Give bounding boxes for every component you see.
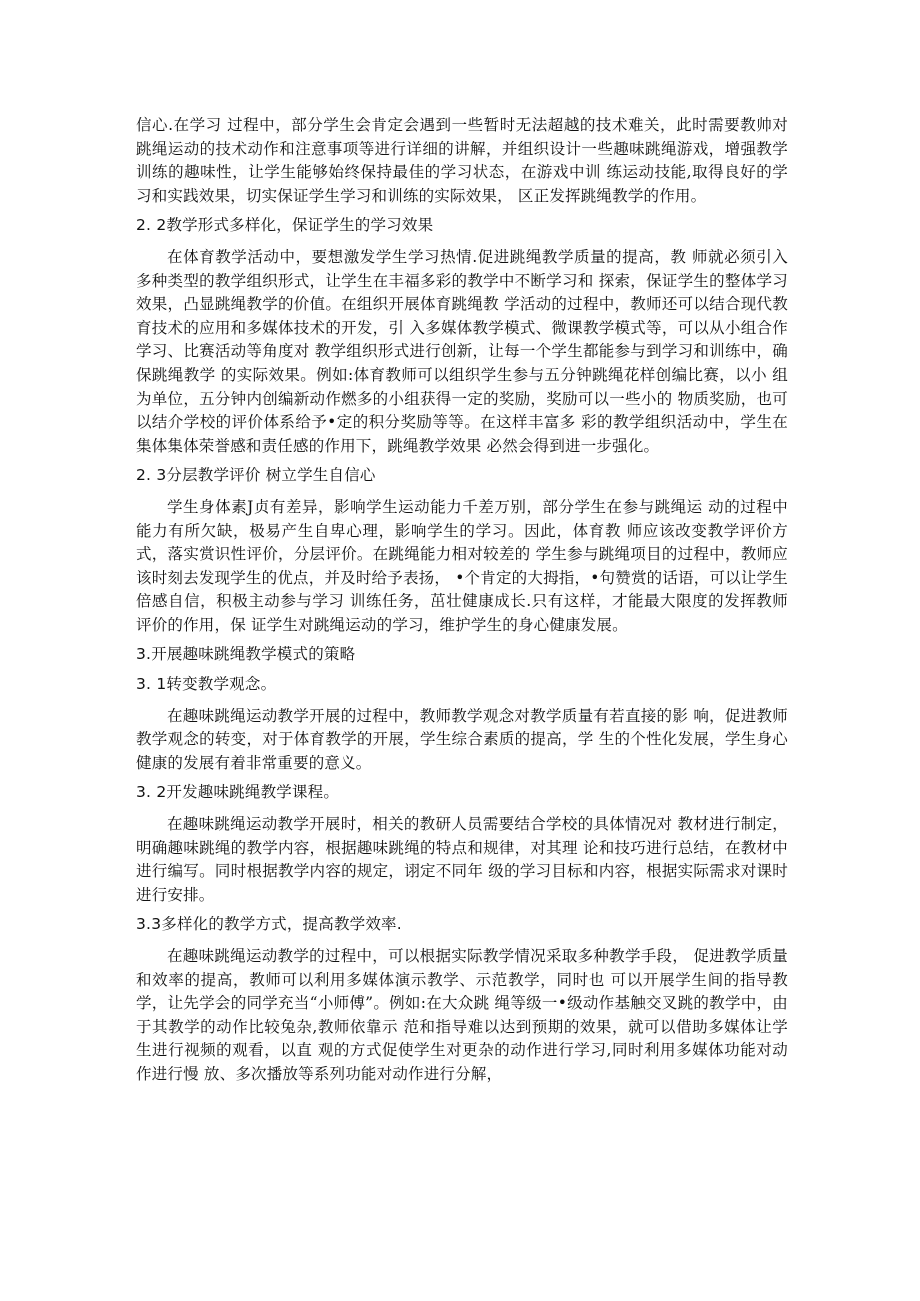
- paragraph-3-2: 在趣味跳绳运动教学开展时，相关的教研人员需要结合学校的具体情况对 教材进行制定，明确趣味跳绳的教学内容，根据趣味跳绳的特点和规律，对其理 论和技巧进行总结，在教材中进行编写。同时根据教学内容的规定，诩定不同年 级的学习目标和内容，根据实际需求对课时进行安排。: [136, 815, 788, 904]
- heading-2-2: 2. 2教学形式多样化，保证学生的学习效果: [136, 216, 434, 235]
- heading-3-1: 3. 1转变教学观念。: [136, 675, 277, 694]
- heading-2-3: 2. 3分层教学评价 树立学生自信心: [136, 466, 376, 485]
- document-body: [136, 114, 788, 1087]
- paragraph-2-3: 学生身体素J贞有差异，影响学生运动能力千差万别，部分学生在参与跳绳运 动的过程中能力有所欠缺，极易产生自卑心理，影响学生的学习。因此，体育教 师应该改变教学评价方式，落实赏识性评价，分层评价。在跳绳能力相对较差的 学生参与跳绳项目的过程中，教师应该时刻去发现学生的优点，并及时给予表扬， •个肯定的大拇指，•句赞赏的话语，可以让学生倍感自信，积极主动参与学习 训练任务，茁壮健康成长.只有这样，才能最大限度的发挥教师评价的作用，保 证学生对跳绳运动的学习，维护学生的身心健康发展。: [136, 497, 788, 634]
- heading-3-3: 3.3多样化的教学方式，提高教学效率.: [136, 915, 402, 934]
- heading-3: 3.开展趣味跳绳教学模式的策略: [136, 645, 356, 664]
- paragraph-3-3: 在趣味跳绳运动教学的过程中，可以根据实际教学情况采取多种教学手段， 促进教学质量和效率的提高，教师可以利用多媒体演示教学、示范教学，同时也 可以开展学生间的指导教学，让先学会的同学充当“小师傅”。例如:在大众跳 绳等级一•级动作基触交叉跳的教学中，由于其教学的动作比较兔杂,教师依靠示 范和指导难以达到预期的效果，就可以借助多媒体让学生进行视频的观看，以直 观的方式促使学生对更杂的动作进行学习,同时利用多媒体功能对动作进行慢 放、多次播放等系列功能对动作进行分解，: [136, 947, 788, 1083]
- paragraph-3-1: 在趣味跳绳运动教学开展的过程中，教师教学观念对教学质量有若直接的影 响，促进教师教学观念的转变，对于体育教学的开展，学生综合素质的提高，学 生的个性化发展，学生身心健康的发展有着非常重要的意义。: [136, 706, 788, 772]
- paragraph-intro: 信心.在学习 过程中，部分学生会肯定会遇到一些暂时无法超越的技术难关，此时需要教帅对 跳绳运动的技术动作和注意事项等进行详细的讲解，并组织设计一些趣味跳绳游戏，增强教学训练的趣味性，让学生能够始终保持最佳的学习状态，在游戏中训 练运动技能,取得良好的学习和实践效果，切实保证学生学习和训练的实际效果， 区正发挥跳绳教学的作用。: [136, 116, 788, 205]
- paragraph-2-2: 在体育教学活动中，要想激发学生学习热情.促进跳绳教学质量的提高，教 师就必须引入多种类型的教学组织形式，让学生在丰福多彩的教学中不断学习和 探索，保证学生的整体学习效果，凸显跳绳教学的价值。在组织开展体育跳绳教 学活动的过程中，教师还可以结合现代教育技术的应用和多媒体技术的开发，引 入多媒体教学模式、微课教学模式等，可以从小组合作学习、比赛活动等角度对 教学组织形式进行创新，让每一个学生都能参与到学习和训练中，确保跳绳教学 的实际效果。例如:体育教师可以组织学生参与五分钟跳绳花样创编比赛，以小 组为单位，五分钟内创编新动作燃多的小组获得一定的奖励，奖励可以一些小的 物质奖励，也可以结介学校的评价体系给予•定的积分奖励等等。在这样丰富多 彩的教学组织活动中，学生在集体集体荣誉感和责任感的作用下，跳绳教学效果 必然会得到进一步强化。: [136, 247, 788, 455]
- heading-3-2: 3. 2开发趣味跳绳教学课程。: [136, 783, 340, 802]
